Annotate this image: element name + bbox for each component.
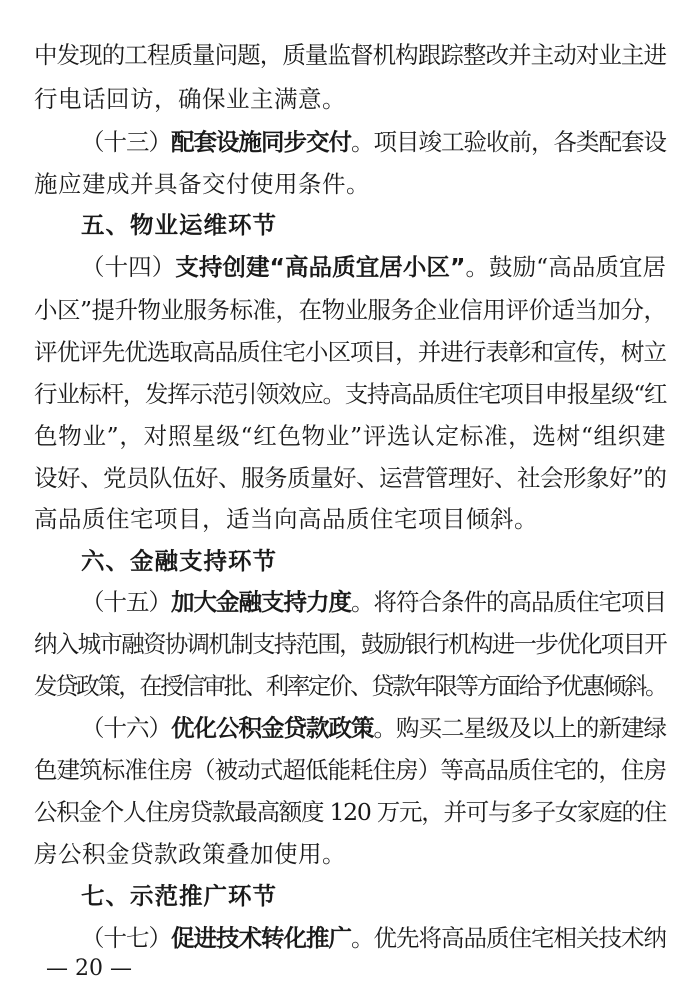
body-line: 行业标杆，发挥示范引领效应。支持高品质住宅项目申报星级“红	[34, 380, 666, 408]
body-line: 纳入城市融资协调机制支持范围，鼓励银行机构进一步优化项目开	[34, 630, 666, 658]
body-line: 中发现的工程质量问题，质量监督机构跟踪整改并主动对业主进	[34, 41, 666, 69]
section-heading-five: 五、物业运维环节	[81, 211, 277, 239]
paragraph-17-first-line: （十七）促进技术转化推广。优先将高品质住宅相关技术纳	[81, 924, 666, 952]
item-heading: 加大金融支持力度	[171, 588, 351, 616]
body-line: 评优评先优选取高品质住宅小区项目，并进行表彰和宣传，树立	[34, 338, 666, 366]
item-number: （十七）	[81, 924, 171, 952]
body-line: 小区”提升物业服务标准，在物业服务企业信用评价适当加分，	[34, 296, 667, 324]
body-line: 行电话回访，确保业主满意。	[34, 85, 346, 113]
body-line: 设好、党员队伍好、服务质量好、运营管理好、社会形象好”的	[34, 464, 667, 492]
item-number: （十三）	[81, 128, 171, 156]
body-line: 施应建成并具备交付使用条件。	[34, 170, 370, 198]
paragraph-16-first-line: （十六）优化公积金贷款政策。购买二星级及以上的新建绿	[81, 714, 666, 742]
item-heading: 促进技术转化推广	[171, 924, 351, 952]
body-line: 发贷政策，在授信审批、利率定价、贷款年限等方面给予优惠倾斜。	[34, 672, 666, 700]
item-number: （十五）	[81, 588, 171, 616]
page-number: — 20 —	[46, 956, 132, 981]
body-line: 色物业”，对照星级“红色物业”评选认定标准，选树“组织建	[34, 422, 666, 450]
item-heading: 配套设施同步交付	[171, 128, 351, 156]
item-heading: 支持创建“高品质宜居小区”	[175, 253, 466, 281]
paragraph-14-first-line: （十四）支持创建“高品质宜居小区”。鼓励“高品质宜居	[81, 253, 667, 281]
item-heading: 优化公积金贷款政策	[171, 714, 374, 742]
body-line: 高品质住宅项目，适当向高品质住宅项目倾斜。	[34, 505, 538, 533]
paragraph-13-first-line: （十三）配套设施同步交付。项目竣工验收前，各类配套设	[81, 128, 666, 156]
paragraph-15-first-line: （十五）加大金融支持力度。将符合条件的高品质住宅项目	[81, 588, 666, 616]
body-line: 色建筑标准住房（被动式超低能耗住房）等高品质住宅的，住房	[34, 756, 666, 784]
item-number: （十四）	[81, 253, 176, 281]
section-heading-seven: 七、示范推广环节	[81, 882, 277, 910]
section-heading-six: 六、金融支持环节	[81, 547, 277, 575]
body-line: 房公积金贷款政策叠加使用。	[34, 840, 346, 868]
body-line: 公积金个人住房贷款最高额度 120 万元，并可与多子女家庭的住	[34, 798, 667, 826]
item-number: （十六）	[81, 714, 171, 742]
